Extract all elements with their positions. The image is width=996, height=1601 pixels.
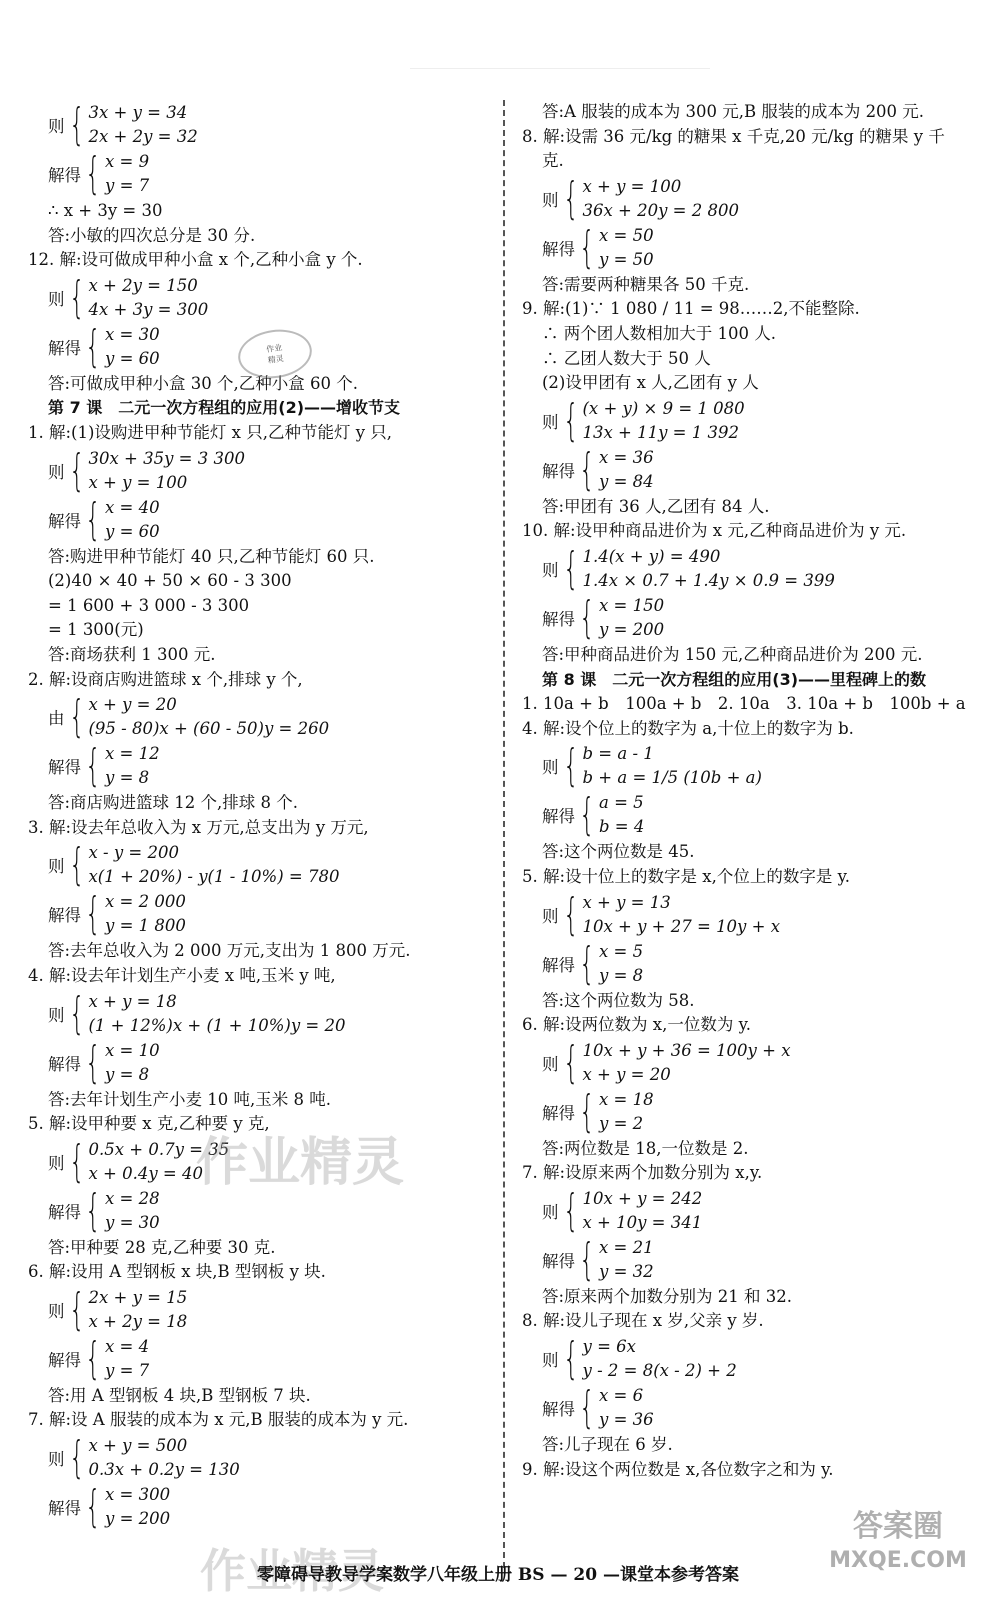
equation: a = 5: [599, 793, 644, 813]
system-rows: [105, 150, 149, 198]
equation-system: [522, 937, 992, 989]
system-rows: [89, 1434, 240, 1482]
system-lead: 则: [542, 1351, 559, 1371]
left-column: [28, 100, 478, 1532]
brace-icon: {: [562, 542, 579, 594]
equation: y = 36: [599, 1410, 654, 1430]
answer-line: 答:购进甲种节能灯 40 只,乙种节能灯 60 只.: [48, 546, 375, 566]
equation: b = 4: [599, 817, 645, 837]
equation: x(1 + 20%) - y(1 - 10%) = 780: [88, 867, 340, 887]
answer-line: 答:两位数是 18,一位数是 2.: [542, 1138, 749, 1158]
problem-line: 4. 解:设去年计划生产小麦 x 吨,玉米 y 吨,: [28, 965, 336, 985]
equation-system: [28, 101, 478, 149]
equation: x - y = 200: [88, 843, 180, 863]
brace-icon: {: [562, 1333, 579, 1385]
equation: y = 60: [105, 521, 160, 541]
system-rows: [599, 224, 654, 272]
equation: y = 60: [105, 348, 160, 368]
equation: y = 7: [105, 176, 150, 195]
equation: x = 30: [105, 324, 160, 344]
system-rows: [89, 841, 340, 889]
equation: x = 50: [599, 225, 654, 245]
answer-line: ∴ 乙团人数大于 50 人: [542, 348, 711, 368]
problem-line: 5. 解:设甲种要 x 克,乙种要 y 克,: [28, 1114, 270, 1134]
equation: x + y = 100: [582, 176, 682, 196]
equation: y = 1 800: [105, 916, 186, 936]
answer-line: 克.: [542, 151, 564, 171]
system-lead: 则: [48, 857, 65, 877]
system-lead: 则: [48, 1450, 65, 1470]
brace-icon: {: [85, 1184, 101, 1236]
equation-system: [28, 742, 478, 790]
system-lead: 则: [542, 906, 559, 926]
brace-icon: {: [85, 888, 101, 940]
equation: x = 18: [599, 1089, 654, 1109]
equation: b = a - 1: [582, 744, 654, 764]
equation: 1.4(x + y) = 490: [582, 546, 721, 566]
equation: y = 8: [105, 1064, 150, 1084]
equation: x = 9: [105, 152, 150, 171]
equation-system: [28, 150, 478, 198]
system-lead: 解得: [48, 1350, 81, 1370]
system-rows: [105, 323, 160, 371]
answer-line: 答:去年总收入为 2 000 万元,支出为 1 800 万元.: [48, 941, 411, 961]
brace-icon: {: [85, 1332, 101, 1384]
system-lead: 解得: [48, 338, 81, 358]
equation-system: [522, 791, 992, 839]
answer-line: 答:儿子现在 6 岁.: [542, 1435, 673, 1455]
equation: y = 8: [599, 965, 644, 985]
system-rows: [583, 891, 781, 939]
system-rows: [599, 940, 643, 988]
equation: 10x + y + 36 = 100y + x: [582, 1040, 791, 1060]
problem-line: 6. 解:设两位数为 x,一位数为 y.: [522, 1015, 751, 1035]
system-lead: 解得: [542, 239, 575, 259]
system-lead: 解得: [542, 609, 575, 629]
equation: x + y = 500: [88, 1436, 188, 1456]
equation-system: [522, 1184, 992, 1236]
right-column: [522, 100, 992, 1482]
equation-system: [522, 443, 992, 495]
system-lead: 解得: [542, 461, 575, 481]
brace-icon: {: [579, 591, 595, 643]
system-lead: 解得: [542, 1400, 575, 1420]
system-lead: 解得: [48, 906, 81, 926]
answer-line: 答:这个两位数是 45.: [542, 842, 695, 862]
system-rows: [599, 594, 664, 642]
equation-system: [28, 1434, 478, 1482]
brace-icon: {: [68, 271, 85, 323]
equation-system: [522, 221, 992, 273]
section-heading: 第 8 课 二元一次方程组的应用(3)——里程碑上的数: [542, 669, 927, 689]
answer-line: 答:甲团有 36 人,乙团有 84 人.: [542, 496, 770, 516]
equation-system: [522, 591, 992, 643]
brace-icon: {: [68, 839, 85, 891]
equation: y = 200: [105, 1509, 171, 1529]
equation-system: [28, 693, 478, 741]
equation: 10x + y = 242: [582, 1188, 703, 1208]
problem-line: 2. 解:设商店购进篮球 x 个,排球 y 个,: [28, 669, 303, 689]
brace-icon: {: [579, 221, 595, 273]
answer-line: 答:用 A 型钢板 4 块,B 型钢板 7 块.: [48, 1385, 311, 1405]
system-lead: 则: [48, 1005, 65, 1025]
equation: x = 4: [105, 1336, 150, 1356]
brace-icon: {: [85, 1481, 101, 1533]
system-lead: 解得: [48, 1499, 81, 1519]
system-rows: [599, 1088, 654, 1136]
system-rows: [599, 1236, 654, 1284]
system-rows: [105, 1335, 149, 1383]
brace-icon: {: [68, 1283, 85, 1335]
brace-icon: {: [68, 987, 85, 1039]
equation-system: [522, 742, 992, 790]
system-rows: [89, 990, 346, 1038]
equation: 36x + 20y = 2 800: [582, 200, 739, 220]
system-lead: 解得: [542, 955, 575, 975]
system-lead: 由: [48, 709, 65, 729]
system-rows: [583, 545, 835, 593]
equation: x + 0.4y = 40: [88, 1163, 203, 1183]
equation: x + y = 100: [88, 472, 188, 492]
watermark-text: 作业精灵: [196, 1133, 405, 1193]
equation: x = 10: [105, 1040, 160, 1060]
system-lead: 则: [542, 190, 559, 210]
system-rows: [599, 1384, 654, 1432]
system-lead: 则: [48, 1153, 65, 1173]
equation: 4x + 3y = 300: [88, 299, 209, 319]
brace-icon: {: [579, 937, 595, 989]
equation-system: [522, 888, 992, 940]
brace-icon: {: [85, 493, 101, 545]
system-lead: 解得: [48, 1054, 81, 1074]
equation-system: [522, 1233, 992, 1285]
equation: x + y = 13: [582, 892, 671, 912]
answer-line: 答:去年计划生产小麦 10 吨,玉米 8 吨.: [48, 1089, 332, 1109]
system-rows: [583, 397, 745, 445]
system-rows: [599, 446, 654, 494]
equation: y = 84: [599, 471, 654, 491]
system-lead: 则: [48, 1301, 65, 1321]
equation: (x + y) × 9 = 1 080: [582, 398, 745, 418]
system-lead: 则: [542, 1054, 559, 1074]
equation: 3x + y = 34: [88, 103, 188, 122]
equation: x = 2 000: [105, 892, 186, 912]
equation: x = 12: [105, 744, 160, 764]
equation: y = 200: [599, 619, 665, 639]
problem-line: 9. 解:设这个两位数是 x,各位数字之和为 y.: [522, 1459, 834, 1479]
brace-icon: {: [579, 789, 595, 841]
system-rows: [583, 175, 739, 223]
equation: 13x + 11y = 1 392: [582, 422, 739, 442]
system-rows: [583, 1335, 737, 1383]
problem-line: 1. 10a + b 100a + b 2. 10a 3. 10a + b 100b + a: [522, 694, 966, 714]
equation: 0.5x + 0.7y = 35: [88, 1139, 230, 1159]
brace-icon: {: [68, 1135, 85, 1187]
problem-line: 12. 解:设可做成甲种小盒 x 个,乙种小盒 y 个.: [28, 250, 363, 270]
answer-line: 答:原来两个加数分别为 21 和 32.: [542, 1286, 793, 1306]
equation: b + a = 1/5 (10b + a): [582, 768, 762, 788]
problem-line: 5. 解:设十位上的数字是 x,个位上的数字是 y.: [522, 866, 850, 886]
brace-icon: {: [85, 148, 101, 199]
section-heading: 第 7 课 二元一次方程组的应用(2)——增收节支: [48, 398, 401, 418]
equation-system: [28, 493, 478, 545]
system-rows: [105, 890, 186, 938]
equation: (95 - 80)x + (60 - 50)y = 260: [88, 719, 330, 739]
brace-icon: {: [68, 1432, 85, 1484]
brace-icon: {: [85, 320, 101, 372]
equation: x + y = 20: [582, 1064, 671, 1084]
system-rows: [89, 101, 198, 149]
system-rows: [89, 693, 330, 741]
watermark-text-bottom: 作业精灵: [200, 1544, 384, 1598]
logo-url: MXQE.COM: [829, 1548, 967, 1573]
equation-system: [28, 444, 478, 496]
equation-system: [28, 841, 478, 889]
system-lead: 解得: [48, 1202, 81, 1222]
problem-line: 4. 解:设个位上的数字为 a,十位上的数字为 b.: [522, 718, 854, 738]
equation-system: [522, 172, 992, 224]
brace-icon: {: [68, 444, 85, 496]
equation: x + 2y = 150: [88, 275, 198, 295]
brace-icon: {: [579, 1382, 595, 1434]
equation-system: [28, 1036, 478, 1088]
equation-system: [522, 1335, 992, 1383]
answer-line: 答:甲种商品进价为 150 元,乙种商品进价为 200 元.: [542, 644, 923, 664]
answer-line: 答:可做成甲种小盒 30 个,乙种小盒 60 个.: [48, 373, 359, 393]
answer-line: 答:这个两位数为 58.: [542, 990, 695, 1010]
stamp-line: 精灵: [267, 353, 285, 366]
system-lead: 则: [542, 560, 559, 580]
problem-line: 6. 解:设用 A 型钢板 x 块,B 型钢板 y 块.: [28, 1262, 326, 1282]
brace-icon: {: [85, 1036, 101, 1088]
problem-line: 9. 解:(1)∵ 1 080 / 11 = 98……2,不能整除.: [522, 299, 860, 319]
problem-line: 10. 解:设甲种商品进价为 x 元,乙种商品进价为 y 元.: [522, 521, 907, 541]
equation-system: [522, 1085, 992, 1137]
brace-icon: {: [579, 1085, 595, 1137]
answer-line: (2)设甲团有 x 人,乙团有 y 人: [542, 373, 759, 393]
equation-system: [28, 271, 478, 323]
equation: 30x + 35y = 3 300: [88, 448, 245, 468]
brace-icon: {: [562, 740, 579, 792]
problem-line: 7. 解:设原来两个加数分别为 x,y.: [522, 1163, 763, 1183]
problem-line: 8. 解:设需 36 元/kg 的糖果 x 千克,20 元/kg 的糖果 y 千: [522, 126, 945, 146]
equation-system: [28, 1332, 478, 1384]
answer-line: 答:A 服装的成本为 300 元,B 服装的成本为 200 元.: [542, 102, 925, 121]
equation: x = 5: [599, 941, 644, 961]
equation: x + 2y = 18: [88, 1311, 188, 1331]
system-lead: 解得: [48, 166, 81, 185]
equation: 0.3x + 0.2y = 130: [88, 1460, 240, 1480]
brace-icon: {: [68, 691, 85, 743]
equation: y = 7: [105, 1360, 150, 1380]
answer-line: 答:商场获利 1 300 元.: [48, 644, 216, 664]
equation: x + y = 18: [88, 991, 177, 1011]
system-rows: [583, 742, 762, 790]
equation: x = 36: [599, 447, 654, 467]
brace-icon: {: [562, 888, 579, 940]
system-rows: [105, 1187, 160, 1235]
header-rule: [410, 68, 710, 87]
system-lead: 则: [48, 462, 65, 482]
answer-line: 答:小敏的四次总分是 30 分.: [48, 225, 256, 245]
system-rows: [599, 791, 644, 839]
equation: y = 50: [599, 249, 654, 269]
answer-line: ∴ 两个团人数相加大于 100 人.: [542, 323, 776, 343]
system-rows: [105, 742, 160, 790]
system-lead: 解得: [48, 511, 81, 531]
brace-icon: {: [85, 740, 101, 792]
brace-icon: {: [68, 99, 85, 150]
equation: x = 21: [599, 1237, 654, 1257]
equation-system: [28, 1483, 478, 1531]
answer-line: 答:商店购进篮球 12 个,排球 8 个.: [48, 793, 299, 813]
answer-line: = 1 600 + 3 000 - 3 300: [48, 595, 250, 615]
equation: x + 10y = 341: [582, 1212, 703, 1232]
equation-system: [522, 542, 992, 594]
equation: 10x + y + 27 = 10y + x: [582, 916, 781, 936]
system-lead: 解得: [542, 1103, 575, 1123]
system-rows: [105, 1039, 160, 1087]
equation: y = 2: [599, 1113, 644, 1133]
equation: x + y = 20: [88, 695, 177, 715]
answer-line: (2)40 × 40 + 50 × 60 - 3 300: [48, 571, 292, 591]
brace-icon: {: [562, 394, 579, 446]
system-rows: [89, 1286, 188, 1334]
brace-icon: {: [562, 172, 579, 224]
equation-system: [28, 1283, 478, 1335]
problem-line: 3. 解:设去年总收入为 x 万元,总支出为 y 万元,: [28, 817, 369, 837]
answer-line: ∴ x + 3y = 30: [48, 201, 163, 220]
logo-title: 答案圈: [853, 1509, 943, 1544]
column-divider: [503, 100, 505, 1568]
system-lead: 则: [542, 758, 559, 778]
page-footer: 零障碍导教导学案数学八年级上册 BS — 20 —课堂本参考答案: [257, 1565, 739, 1585]
brace-icon: {: [562, 1184, 579, 1236]
equation: x = 150: [599, 595, 665, 615]
equation-system: [28, 890, 478, 938]
problem-line: 7. 解:设 A 服装的成本为 x 元,B 服装的成本为 y 元.: [28, 1410, 409, 1430]
equation-system: [522, 1384, 992, 1432]
equation: y = 30: [105, 1212, 160, 1232]
system-rows: [89, 447, 245, 495]
equation: x = 6: [599, 1386, 644, 1406]
answer-line: 答:甲种要 28 克,乙种要 30 克.: [48, 1237, 276, 1257]
equation: x = 300: [105, 1485, 171, 1505]
equation: y = 32: [599, 1261, 654, 1281]
equation-system: [28, 987, 478, 1039]
brace-icon: {: [579, 443, 595, 495]
system-lead: 解得: [542, 807, 575, 827]
brace-icon: {: [579, 1233, 595, 1285]
equation: y - 2 = 8(x - 2) + 2: [582, 1361, 737, 1381]
problem-line: 1. 解:(1)设购进甲种节能灯 x 只,乙种节能灯 y 只,: [28, 422, 393, 442]
system-lead: 则: [48, 289, 65, 309]
system-lead: 则: [48, 117, 65, 136]
equation: 2x + 2y = 32: [88, 127, 198, 146]
system-rows: [105, 496, 160, 544]
equation: y = 6x: [582, 1337, 636, 1357]
answer-line: 答:需要两种糖果各 50 千克.: [542, 274, 750, 294]
system-lead: 则: [542, 1202, 559, 1222]
equation-system: [522, 394, 992, 446]
system-rows: [583, 1039, 791, 1087]
problem-line: 8. 解:设儿子现在 x 岁,父亲 y 岁.: [522, 1311, 764, 1331]
equation: 2x + y = 15: [88, 1287, 188, 1307]
equation: y = 8: [105, 768, 150, 788]
system-rows: [105, 1483, 170, 1531]
stamp-line: 作业: [265, 342, 283, 355]
system-lead: 解得: [542, 1251, 575, 1271]
system-rows: [583, 1187, 703, 1235]
equation: x = 28: [105, 1188, 160, 1208]
system-rows: [89, 274, 209, 322]
equation: x = 40: [105, 497, 160, 517]
brace-icon: {: [562, 1036, 579, 1088]
equation-system: [522, 1036, 992, 1088]
system-lead: 则: [542, 412, 559, 432]
equation: 1.4x × 0.7 + 1.4y × 0.9 = 399: [582, 570, 835, 590]
equation: (1 + 12%)x + (1 + 10%)y = 20: [88, 1015, 346, 1035]
answer-line: = 1 300(元): [48, 620, 144, 640]
system-lead: 解得: [48, 758, 81, 778]
